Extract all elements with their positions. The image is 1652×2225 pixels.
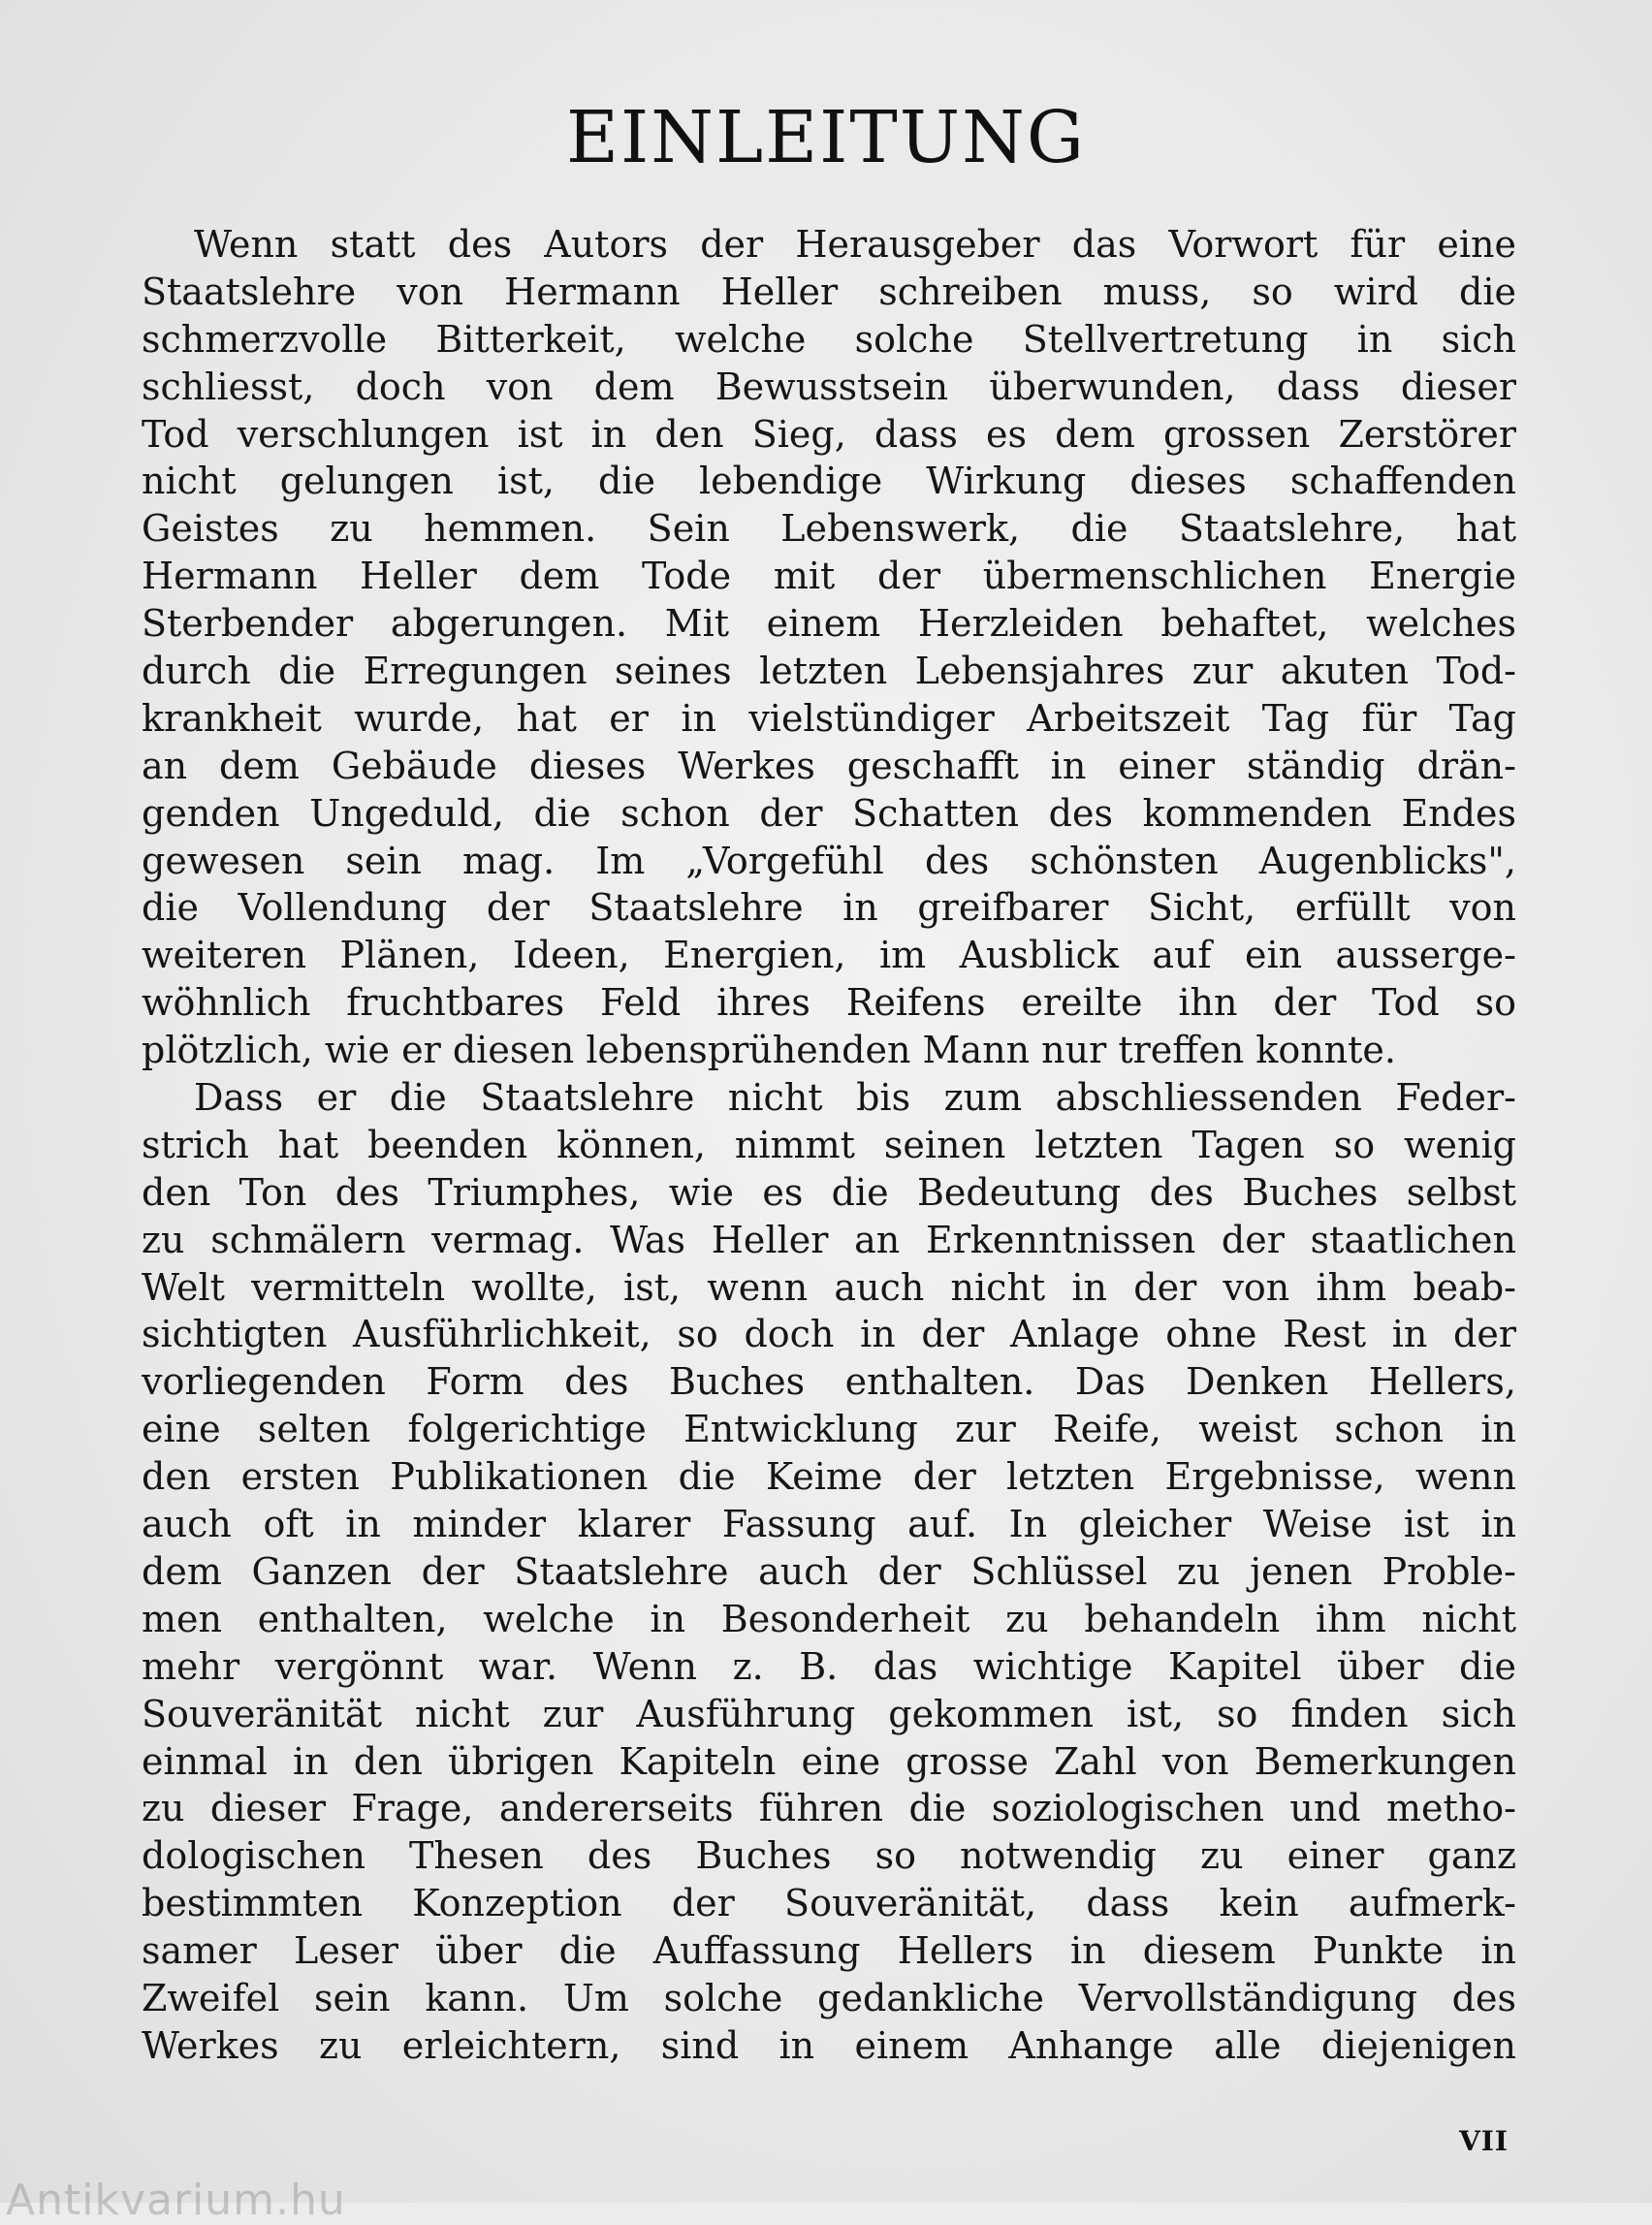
text-line: Hermann Heller dem Tode mit der übermenschlichen Energie bbox=[142, 555, 1516, 598]
text-line: wöhnlich fruchtbares Feld ihres Reifens ereilte ihn der Tod so bbox=[142, 981, 1516, 1025]
text-line: gewesen sein mag. Im „Vorgefühl des schönsten Augenblicks", bbox=[142, 839, 1516, 882]
text-line: die Vollendung der Staatslehre in greifbarer Sicht, erfüllt von bbox=[142, 886, 1516, 930]
text-line: strich hat beenden können, nimmt seinen letzten Tagen so wenig bbox=[142, 1123, 1516, 1166]
text-line: Geistes zu hemmen. Sein Lebenswerk, die Staatslehre, hat bbox=[142, 507, 1516, 551]
text-line: samer Leser über die Auffassung Hellers in diesem Punkte in bbox=[142, 1929, 1516, 1973]
text-line: krankheit wurde, hat er in vielstündiger Arbeitszeit Tag für Tag bbox=[142, 696, 1516, 740]
text-line: Souveränität nicht zur Ausführung gekommen ist, so finden sich bbox=[142, 1692, 1516, 1735]
text-line: an dem Gebäude dieses Werkes geschafft in einer ständig drän- bbox=[142, 744, 1516, 787]
text-line: schliesst, doch von dem Bewusstsein überwunden, dass dieser bbox=[142, 365, 1516, 408]
text-line: zu dieser Frage, andererseits führen die soziologischen und metho- bbox=[142, 1787, 1516, 1830]
body-text bbox=[142, 221, 1516, 2070]
text-line: zu schmälern vermag. Was Heller an Erkenntnissen der staatlichen bbox=[142, 1218, 1516, 1261]
watermark: Antikvarium.hu bbox=[6, 2176, 346, 2225]
text-line: genden Ungeduld, die schon der Schatten des kommenden Endes bbox=[142, 791, 1516, 835]
text-line: bestimmten Konzeption der Souveränität, dass kein aufmerk- bbox=[142, 1882, 1516, 1925]
text-line: Dass er die Staatslehre nicht bis zum abschliessenden Feder- bbox=[194, 1076, 1516, 1120]
text-line: Sterbender abgerungen. Mit einem Herzleiden behaftet, welches bbox=[142, 602, 1516, 646]
text-line: nicht gelungen ist, die lebendige Wirkung dieses schaffenden bbox=[142, 460, 1516, 503]
text-line: sichtigten Ausführlichkeit, so doch in der Anlage ohne Rest in der bbox=[142, 1313, 1516, 1356]
page-number: VII bbox=[1459, 2125, 1509, 2157]
text-line: Wenn statt des Autors der Herausgeber das Vorwort für eine bbox=[194, 223, 1516, 266]
text-line: plötzlich, wie er diesen lebensprühenden Mann nur treffen konnte. bbox=[142, 1029, 1396, 1072]
text-line: durch die Erregungen seines letzten Lebensjahres zur akuten Tod- bbox=[142, 650, 1516, 693]
text-line: den ersten Publikationen die Keime der letzten Ergebnisse, wenn bbox=[142, 1455, 1516, 1499]
text-line: Tod verschlungen ist in den Sieg, dass es dem grossen Zerstörer bbox=[142, 412, 1516, 456]
text-line: einmal in den übrigen Kapiteln eine grosse Zahl von Bemerkungen bbox=[142, 1739, 1516, 1783]
text-line: eine selten folgerichtige Entwicklung zur Reife, weist schon in bbox=[142, 1408, 1516, 1451]
chapter-title: EINLEITUNG bbox=[566, 96, 1086, 179]
text-line: dem Ganzen der Staatslehre auch der Schlüssel zu jenen Proble- bbox=[142, 1549, 1516, 1593]
text-line: Zweifel sein kann. Um solche gedankliche Vervollständigung des bbox=[142, 1976, 1516, 2019]
text-line: Welt vermitteln wollte, ist, wenn auch nicht in der von ihm beab- bbox=[142, 1265, 1516, 1309]
text-line: dologischen Thesen des Buches so notwendig zu einer ganz bbox=[142, 1834, 1516, 1878]
text-line: Werkes zu erleichtern, sind in einem Anhange alle diejenigen bbox=[142, 2023, 1516, 2067]
text-line: den Ton des Triumphes, wie es die Bedeutung des Buches selbst bbox=[142, 1170, 1516, 1214]
text-line: auch oft in minder klarer Fassung auf. In gleicher Weise ist in bbox=[142, 1503, 1516, 1546]
text-line: men enthalten, welche in Besonderheit zu behandeln ihm nicht bbox=[142, 1597, 1516, 1640]
text-line: weiteren Plänen, Ideen, Energien, im Ausblick auf ein ausserge- bbox=[142, 934, 1516, 977]
text-line: mehr vergönnt war. Wenn z. B. das wichtige Kapitel über die bbox=[142, 1644, 1516, 1688]
text-line: vorliegenden Form des Buches enthalten. Das Denken Hellers, bbox=[142, 1360, 1516, 1404]
text-line: schmerzvolle Bitterkeit, welche solche Stellvertretung in sich bbox=[142, 317, 1516, 361]
text-line: Staatslehre von Hermann Heller schreiben muss, so wird die bbox=[142, 270, 1516, 313]
